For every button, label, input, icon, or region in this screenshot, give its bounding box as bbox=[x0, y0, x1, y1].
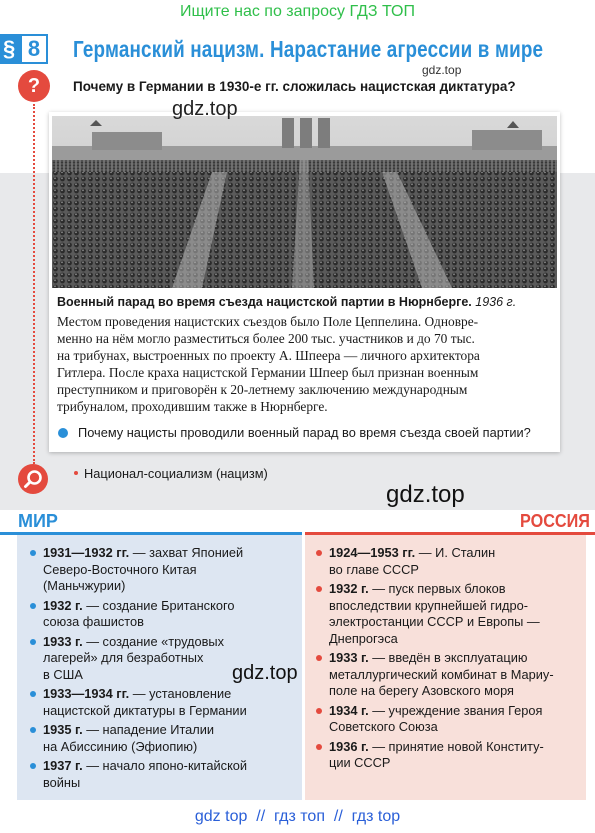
event-text: Днепрогэса bbox=[329, 630, 398, 646]
bullet-icon bbox=[316, 550, 322, 556]
caption-line: на трибунах, выстроенных по проекту А. Шпеера — личного архитектора bbox=[57, 348, 480, 363]
photo-question: Почему нацисты проводили военный парад во время съезда своей партии? bbox=[78, 425, 531, 440]
event-date: 1932 г. bbox=[329, 581, 369, 596]
timeline-event bbox=[30, 598, 298, 631]
event-text: — начало японо-китайской bbox=[82, 758, 248, 773]
event-text: союза фашистов bbox=[43, 614, 144, 629]
event-text: — нападение Италии bbox=[82, 722, 215, 737]
event-first-line bbox=[43, 722, 298, 739]
event-first-line bbox=[43, 545, 298, 562]
lesson-question: Почему в Германии в 1930-е гг. сложилась нацистская диктатура? bbox=[73, 79, 516, 94]
event-first-line bbox=[329, 581, 582, 598]
event-text: в США bbox=[43, 666, 83, 682]
watermark-lower: gdz.top bbox=[232, 662, 298, 684]
bullet-icon bbox=[30, 603, 36, 609]
world-heading: МИР bbox=[18, 511, 58, 531]
event-text: — принятие новой Конститу- bbox=[368, 738, 544, 754]
bullet-icon bbox=[316, 586, 322, 592]
bullet-icon bbox=[316, 655, 322, 661]
question-bullet-icon bbox=[58, 428, 68, 438]
caption-line: Гитлера. После краха нацистской Германии Шпеер был признан военным bbox=[57, 365, 479, 380]
timeline-event bbox=[316, 703, 582, 736]
event-text: на Абиссинию (Эфиопию) bbox=[43, 738, 198, 754]
event-date: 1937 г. bbox=[43, 758, 83, 773]
event-date: 1933 г. bbox=[43, 633, 83, 649]
russia-heading: РОССИЯ bbox=[520, 511, 590, 531]
timeline-event bbox=[316, 739, 582, 772]
timeline-event bbox=[30, 722, 298, 755]
caption-line: менно на нём могло разместиться более 200 тыс. участников и до 70 тыс. bbox=[57, 331, 475, 346]
parade-image bbox=[52, 116, 557, 288]
section-symbol: § bbox=[3, 36, 16, 61]
page-title: Германский нацизм. Нарастание агрессии в мире bbox=[73, 36, 544, 62]
event-text: — введён в эксплуатацию bbox=[368, 650, 528, 665]
bullet-icon bbox=[30, 727, 36, 733]
photo-caption-title: Военный парад во время съезда нацистской партии в Нюрнберге. 1936 г. bbox=[57, 295, 517, 309]
question-icon: ? bbox=[18, 70, 50, 102]
caption-line: Местом проведения нацистских съездов было Поле Цеппелина. Одновре- bbox=[57, 314, 479, 329]
timeline-event bbox=[30, 758, 298, 791]
search-icon bbox=[18, 464, 48, 494]
timeline-event bbox=[30, 686, 298, 719]
watermark-footer: gdz top // гдз топ // гдз top bbox=[194, 808, 401, 825]
watermark-small: gdz.top bbox=[422, 63, 462, 77]
bullet-icon bbox=[30, 550, 36, 556]
event-text: во главе СССР bbox=[329, 561, 419, 577]
event-text: (Маньчжурии) bbox=[43, 578, 126, 593]
event-first-line bbox=[43, 634, 298, 651]
parade-photo bbox=[52, 116, 557, 288]
russia-timeline bbox=[316, 545, 582, 775]
event-text: — создание Британского bbox=[82, 597, 235, 613]
timeline-event bbox=[316, 545, 582, 578]
event-date: 1933—1934 гг. bbox=[43, 686, 130, 701]
event-first-line bbox=[329, 545, 582, 562]
event-date: 1931—1932 гг. bbox=[43, 545, 130, 560]
watermark-top: Ищите нас по запросу ГДЗ ТОП bbox=[180, 3, 415, 20]
event-text: — захват Японией bbox=[129, 545, 244, 560]
event-date: 1934 г. bbox=[329, 702, 369, 718]
photo-caption-year: 1936 г. bbox=[475, 295, 517, 309]
bullet-icon bbox=[30, 691, 36, 697]
event-text: электростанции СССР и Европы — bbox=[329, 614, 540, 629]
event-text: впоследствии крупнейшей гидро- bbox=[329, 597, 529, 613]
caption-line: трибуналом, проходившим также в Нюрнберге. bbox=[57, 399, 328, 414]
event-text: лагерей» для безработных bbox=[43, 650, 204, 665]
event-text: Советского Союза bbox=[329, 719, 438, 734]
event-date: 1935 г. bbox=[43, 722, 83, 737]
event-date: 1933 г. bbox=[329, 650, 369, 665]
event-text: нацистской диктатуры в Германии bbox=[43, 702, 247, 718]
dotted-guide-line bbox=[33, 104, 35, 464]
event-first-line bbox=[329, 739, 582, 756]
event-text: Северо-Восточного Китая bbox=[43, 561, 197, 577]
event-text: — учреждение звания Героя bbox=[368, 702, 543, 718]
timeline-event bbox=[30, 545, 298, 595]
event-text: — И. Сталин bbox=[415, 545, 496, 560]
event-first-line bbox=[329, 650, 582, 667]
bullet-icon bbox=[30, 763, 36, 769]
event-first-line bbox=[43, 758, 298, 775]
term-bullet-icon bbox=[74, 471, 78, 475]
event-first-line bbox=[329, 703, 582, 720]
event-date: 1924—1953 гг. bbox=[329, 545, 416, 560]
event-first-line bbox=[43, 598, 298, 615]
event-text: — пуск первых блоков bbox=[368, 581, 506, 596]
event-text: поле на берегу Азовского моря bbox=[329, 683, 514, 698]
section-number: 8 bbox=[20, 34, 48, 64]
event-first-line bbox=[43, 686, 298, 703]
bullet-icon bbox=[316, 744, 322, 750]
event-date: 1936 г. bbox=[329, 738, 369, 754]
watermark-mid: gdz.top bbox=[386, 481, 465, 508]
timeline-event bbox=[316, 650, 582, 700]
event-text: — установление bbox=[129, 686, 232, 701]
caption-line: преступником и приговорён к 20-летнему заключению международным bbox=[57, 382, 468, 397]
bullet-icon bbox=[316, 708, 322, 714]
watermark-photo: gdz.top bbox=[172, 98, 238, 120]
event-text: — создание «трудовых bbox=[82, 633, 225, 649]
key-term: Национал-социализм (нацизм) bbox=[84, 466, 268, 481]
event-date: 1932 г. bbox=[43, 597, 83, 613]
event-text: металлургический комбинат в Мариу- bbox=[329, 666, 554, 682]
timeline-event bbox=[316, 581, 582, 647]
event-text: ции СССР bbox=[329, 755, 391, 770]
event-text: войны bbox=[43, 774, 81, 790]
photo-caption-text bbox=[57, 313, 553, 415]
bullet-icon bbox=[30, 639, 36, 645]
